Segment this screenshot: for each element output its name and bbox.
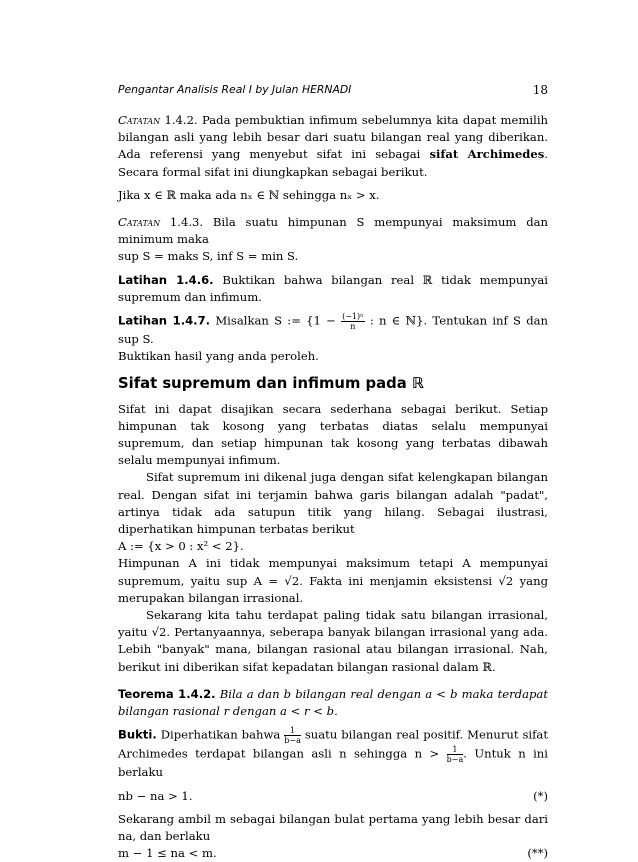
running-title: Pengantar Analisis Real I by Julan HERNADI <box>118 83 352 96</box>
bukti-paragraph <box>118 726 548 781</box>
fraction <box>447 745 464 764</box>
section-paragraph-2: Sifat supremum ini dikenal juga dengan sifat kelengkapan bilangan real. Dengan sifat ini terjamin bahwa garis bilangan adalah "padat", artinya tidak ada satupun titik yang hilang. Sebagai ilustrasi, diperhatikan himpunan terbatas berikut <box>118 470 548 537</box>
section-paragraph-4: Sekarang kita tahu terdapat paling tidak satu bilangan irrasional, yaitu √2. Pertanyaannya, seberapa banyak bilangan irrasional yang ada. Lebih "banyak" mana, bilangan rasional atau bilangan irrasional. Nah, berikut ini diberikan sifat kepadatan bilangan rasional dalam ℝ. <box>118 608 548 674</box>
catatan-1-4-2 <box>118 112 548 181</box>
page-body <box>118 112 548 862</box>
latihan-1-4-7 <box>118 312 548 348</box>
catatan-text: Pada pembuktian infimum sebelumnya kita dapat memilih bilangan asli yang lebih besar dari suatu bilangan real yang diberikan. Ada referensi yang menyebut sifat ini sebagai <box>118 113 548 162</box>
latihan-text-after: : n ∈ ℕ}. Tentukan inf S dan sup S. <box>118 313 549 347</box>
catatan-1-4-3 <box>118 214 548 248</box>
teorema-label: Teorema 1.4.2. <box>118 686 216 701</box>
bukti-text-end: . Untuk n ini berlaku <box>118 746 548 780</box>
bukti-paragraph-2: Sekarang ambil m sebagai bilangan bulat pertama yang lebih besar dari na, dan berlaku <box>118 811 548 843</box>
latihan-1-4-7-line2: Buktikan hasil yang anda peroleh. <box>118 349 319 364</box>
bukti-text-before: Diperhatikan bahwa <box>160 727 285 742</box>
page-number: 18 <box>532 83 548 97</box>
bukti-text-after: suatu bilangan real positif. Menurut sifat Archimedes terdapat bilangan asli n sehingga n > <box>118 727 548 761</box>
fraction <box>341 312 365 331</box>
catatan-label: Catatan <box>118 215 161 230</box>
equation-double-star <box>118 845 548 862</box>
set-a-formula: A := {x > 0 : x² < 2}. <box>118 539 244 554</box>
catatan-text: Bila suatu himpunan S mempunyai maksimum dan minimum maka <box>118 215 549 247</box>
fraction <box>284 726 301 745</box>
fraction-denominator: b−a <box>446 755 464 765</box>
archimedes-formula: Jika x ∈ ℝ maka ada nₓ ∈ ℕ sehingga nₓ > x. <box>118 187 380 202</box>
latihan-1-4-6 <box>118 272 548 306</box>
fraction-numerator: 1 <box>447 745 464 755</box>
catatan-text-after: . Secara formal sifat ini diungkapkan sebagai berikut. <box>118 147 548 179</box>
fraction-numerator: (−1)ⁿ <box>342 312 364 322</box>
teorema-text: Bila a dan b bilangan real dengan a < b maka terdapat bilangan rasional r dengan a < r < b. <box>118 686 548 719</box>
latihan-label: Latihan 1.4.6. <box>118 272 214 287</box>
fraction-denominator: n <box>350 322 356 332</box>
section-heading: Sifat supremum dan infimum pada ℝ <box>118 375 424 393</box>
teorema-1-4-2 <box>118 686 548 720</box>
latihan-text-before: Misalkan S := {1 − <box>215 313 342 328</box>
latihan-label: Latihan 1.4.7. <box>118 313 211 328</box>
equation-body: nb − na > 1. <box>118 788 193 803</box>
sup-inf-formula: sup S = maks S, inf S = min S. <box>118 249 299 264</box>
section-paragraph-3: Himpunan A ini tidak mempunyai maksimum tetapi A mempunyai supremum, yaitu sup A = √2. Fakta ini menjamin eksistensi √2 yang merupakan bilangan irrasional. <box>118 556 548 605</box>
catatan-number: 1.4.3. <box>169 215 204 230</box>
fraction-denominator: b−a <box>284 736 301 746</box>
catatan-label: Catatan <box>118 113 161 127</box>
section-paragraph-1: Sifat ini dapat disajikan secara sederhana sebagai berikut. Setiap himpunan tak kosong yang terbatas diatas selalu mempunyai supremum, dan setiap himpunan tak kosong yang terbatas dibawah selalu mempunyai infimum. <box>118 401 548 468</box>
equation-body: m − 1 ≤ na < m. <box>118 846 217 861</box>
page-header <box>118 83 548 101</box>
equation-tag: (*) <box>533 788 548 803</box>
equation-tag: (**) <box>527 846 548 861</box>
catatan-number: 1.4.2. <box>164 113 198 127</box>
bukti-label: Bukti. <box>118 727 157 742</box>
latihan-text: Buktikan bahwa bilangan real ℝ tidak mempunyai supremum dan infimum. <box>118 272 548 304</box>
equation-star <box>118 788 548 805</box>
archimedes-term: sifat Archimedes <box>429 147 545 162</box>
fraction-numerator: 1 <box>284 726 301 736</box>
